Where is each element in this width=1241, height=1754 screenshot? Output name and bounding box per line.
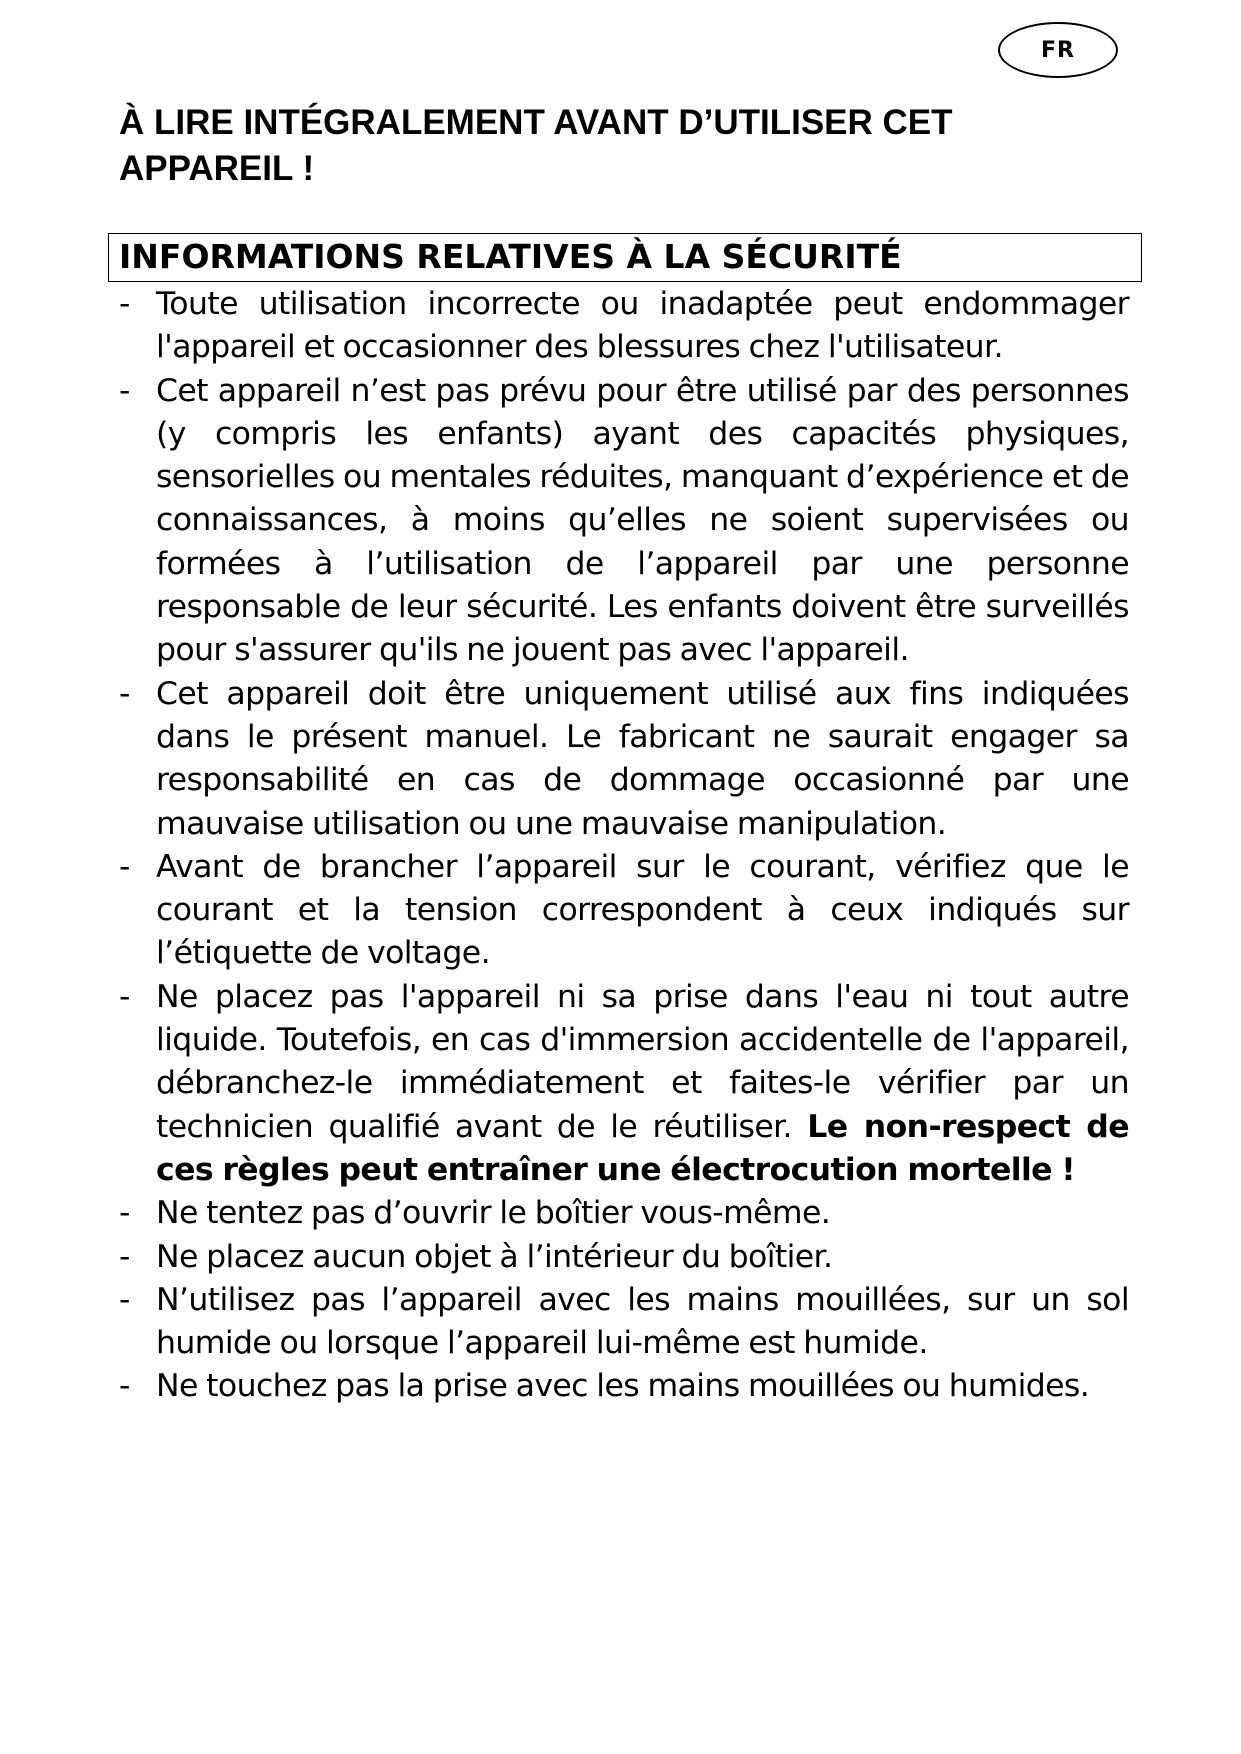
bullet-dash: - (119, 372, 130, 409)
safety-rule (119, 1279, 1129, 1366)
safety-rule (119, 1365, 1129, 1408)
section-heading: INFORMATIONS RELATIVES À LA SÉCURITÉ (108, 233, 1142, 282)
rule-text: Avant de brancher l’appareil sur le courant, vérifiez que le courant et la tension correspondent à ceux indiqués sur l’étiquette de voltage. (156, 848, 1129, 972)
rule-text: N’utilisez pas l’appareil avec les mains mouillées, sur un sol humide ou lorsque l’appareil lui-même est humide. (156, 1281, 1129, 1362)
bullet-dash: - (119, 1238, 130, 1275)
safety-rule (119, 846, 1129, 976)
safety-rule (119, 976, 1129, 1192)
page-title: À LIRE INTÉGRALEMENT AVANT D’UTILISER CET APPAREIL ! (119, 103, 953, 188)
language-badge: FR (998, 22, 1118, 78)
bullet-dash: - (119, 1195, 130, 1232)
rule-text: Ne placez pas l'appareil ni sa prise dans l'eau ni tout autre liquide. Toutefois, en cas d'immersion accidentelle de l'appareil, débranchez-le immédiatement et faites-le vérifier par un technicien qualifié avant de le réutiliser. (156, 978, 1129, 1145)
rule-text: Ne touchez pas la prise avec les mains mouillées ou humides. (156, 1368, 1090, 1405)
rule-text: Cet appareil doit être uniquement utilisé aux fins indiquées dans le présent manuel. Le fabricant ne saurait engager sa responsabilité en cas de dommage occasionné par une mauvaise utilisation ou une mauvaise manipulation. (156, 675, 1129, 842)
bullet-dash: - (119, 1368, 130, 1405)
bullet-dash: - (119, 286, 130, 322)
safety-rule (119, 1192, 1129, 1235)
safety-rule (119, 283, 1129, 370)
rule-text: Toute utilisation incorrecte ou inadaptée peut endommager l'appareil et occasionner des blessures chez l'utilisateur. (156, 286, 1129, 366)
rule-text: Cet appareil n’est pas prévu pour être utilisé par des personnes (y compris les enfants) ayant des capacités physiques, sensorielles ou mentales réduites, manquant d’expérience et de connaissances, à moins qu’elles ne soient supervisées ou formées à l’utilisation de l’appareil par une personne responsable de leur sécurité. Les enfants doivent être surveillés pour s'assurer qu'ils ne jouent pas avec l'appareil. (156, 372, 1129, 669)
safety-rule (119, 1236, 1129, 1279)
bullet-dash: - (119, 978, 130, 1015)
safety-rule (119, 673, 1129, 846)
safety-rule (119, 370, 1129, 673)
rule-warning-text: Le non-respect de ces règles peut entraîner une électrocution mortelle ! (156, 1108, 1130, 1188)
bullet-dash: - (119, 675, 130, 712)
bullet-dash: - (119, 1281, 130, 1318)
rule-text: Ne tentez pas d’ouvrir le boîtier vous-même. (156, 1195, 831, 1232)
safety-rules-list (119, 283, 1129, 1409)
rule-text: Ne placez aucun objet à l’intérieur du boîtier. (156, 1238, 833, 1275)
bullet-dash: - (119, 848, 130, 885)
